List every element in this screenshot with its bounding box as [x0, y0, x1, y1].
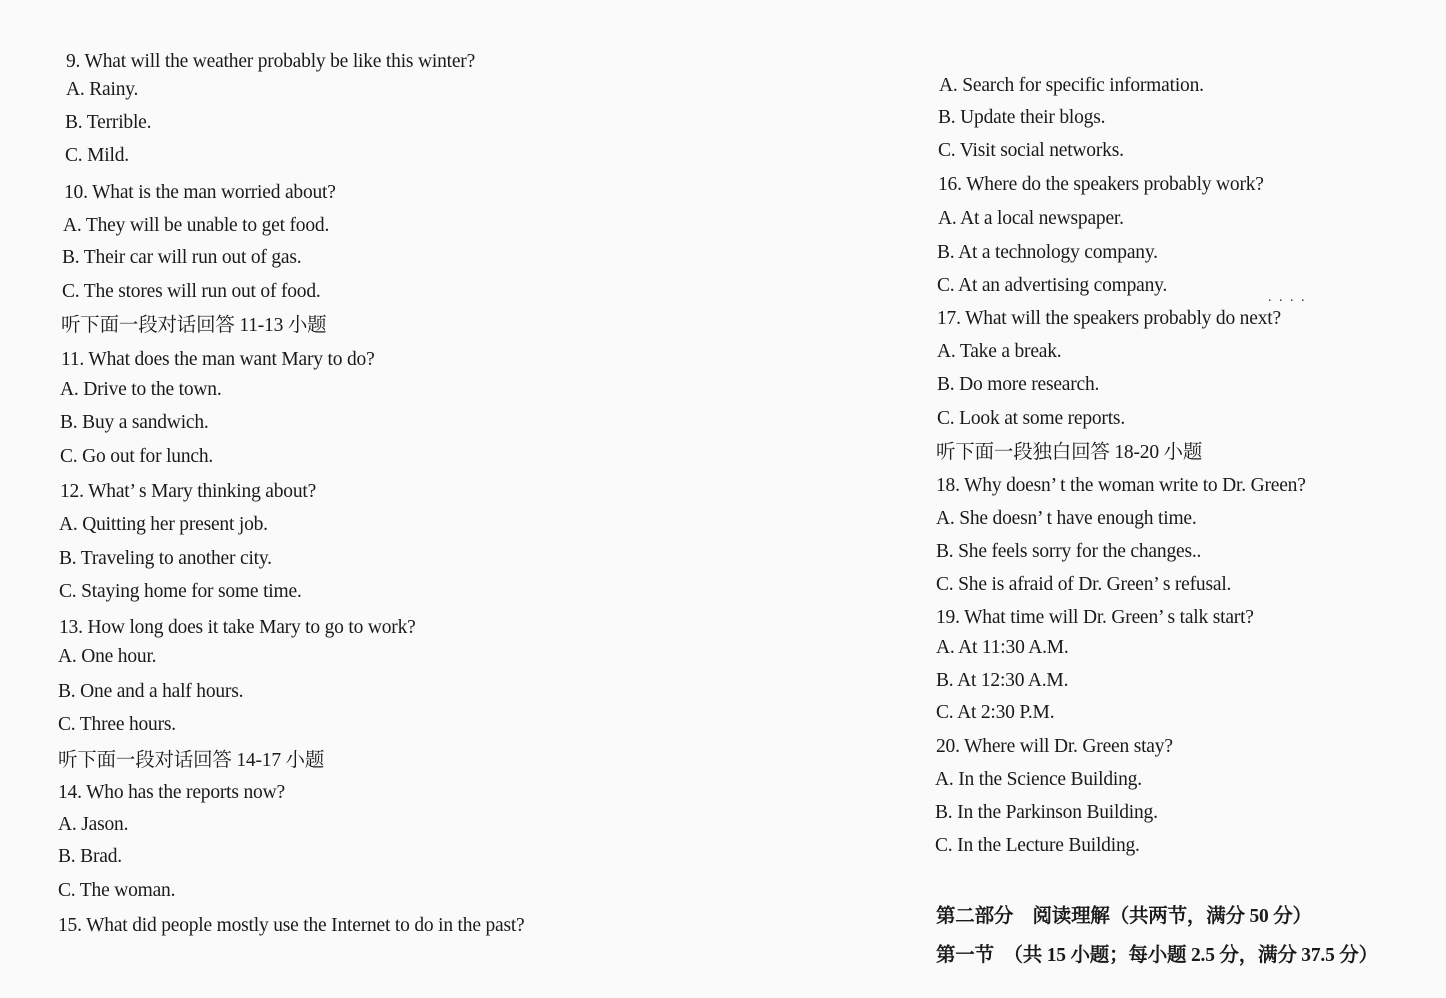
option-18c: C. She is afraid of Dr. Green’ s refusal. — [936, 574, 1232, 595]
option-16a: A. At a local newspaper. — [938, 208, 1124, 229]
option-12a: A. Quitting her present job. — [59, 514, 268, 535]
question-13: 13. How long does it take Mary to go to work? — [59, 617, 416, 638]
option-10c: C. The stores will run out of food. — [62, 281, 321, 302]
option-15a: A. Search for specific information. — [939, 75, 1204, 96]
option-19b: B. At 12:30 A.M. — [936, 670, 1069, 691]
option-17b: B. Do more research. — [937, 374, 1100, 395]
listening-instruction-18-20: 听下面一段独白回答 18-20 小题 — [936, 442, 1203, 463]
option-9b: B. Terrible. — [65, 112, 152, 133]
option-17c: C. Look at some reports. — [937, 408, 1126, 429]
option-11c: C. Go out for lunch. — [60, 446, 214, 467]
option-19a: A. At 11:30 A.M. — [936, 637, 1069, 658]
question-18: 18. Why doesn’ t the woman write to Dr. Green? — [936, 475, 1306, 496]
option-11b: B. Buy a sandwich. — [60, 412, 209, 433]
question-12: 12. What’ s Mary thinking about? — [60, 481, 317, 502]
option-13c: C. Three hours. — [58, 714, 176, 735]
option-14b: B. Brad. — [58, 846, 122, 867]
question-14: 14. Who has the reports now? — [58, 782, 285, 803]
question-19: 19. What time will Dr. Green’ s talk start? — [936, 607, 1254, 628]
listening-instruction-11-13: 听下面一段对话回答 11-13 小题 — [61, 315, 327, 336]
question-11: 11. What does the man want Mary to do? — [61, 349, 375, 370]
option-20a: A. In the Science Building. — [935, 769, 1142, 790]
listening-instruction-14-17: 听下面一段对话回答 14-17 小题 — [58, 750, 325, 771]
option-14c: C. The woman. — [58, 880, 176, 901]
option-16b: B. At a technology company. — [937, 242, 1158, 263]
option-20b: B. In the Parkinson Building. — [935, 802, 1158, 823]
option-19c: C. At 2:30 P.M. — [936, 702, 1055, 723]
option-15b: B. Update their blogs. — [938, 107, 1106, 128]
question-16: 16. Where do the speakers probably work? — [938, 174, 1264, 195]
option-12b: B. Traveling to another city. — [59, 548, 272, 569]
question-20: 20. Where will Dr. Green stay? — [936, 736, 1173, 757]
stray-marks: . . . . — [1268, 290, 1307, 305]
option-18b: B. She feels sorry for the changes.. — [936, 541, 1202, 562]
question-17: 17. What will the speakers probably do next? — [937, 308, 1281, 329]
option-9c: C. Mild. — [65, 145, 129, 166]
option-14a: A. Jason. — [58, 814, 129, 835]
option-16c: C. At an advertising company. — [937, 275, 1168, 296]
option-10a: A. They will be unable to get food. — [63, 215, 330, 236]
option-10b: B. Their car will run out of gas. — [62, 247, 302, 268]
question-10: 10. What is the man worried about? — [64, 182, 336, 203]
option-18a: A. She doesn’ t have enough time. — [936, 508, 1197, 529]
option-20c: C. In the Lecture Building. — [935, 835, 1140, 856]
option-17a: A. Take a break. — [937, 341, 1062, 362]
question-15: 15. What did people mostly use the Internet to do in the past? — [58, 915, 525, 936]
section-heading: 第二部分 阅读理解（共两节，满分 50 分） — [936, 906, 1312, 927]
option-15c: C. Visit social networks. — [938, 140, 1124, 161]
subsection-heading: 第一节 （共 15 小题；每小题 2.5 分，满分 37.5 分） — [936, 945, 1378, 966]
option-13b: B. One and a half hours. — [58, 681, 244, 702]
option-11a: A. Drive to the town. — [60, 379, 222, 400]
question-9: 9. What will the weather probably be like this winter? — [66, 51, 476, 72]
option-13a: A. One hour. — [58, 646, 157, 667]
option-9a: A. Rainy. — [66, 79, 139, 100]
option-12c: C. Staying home for some time. — [59, 581, 302, 602]
